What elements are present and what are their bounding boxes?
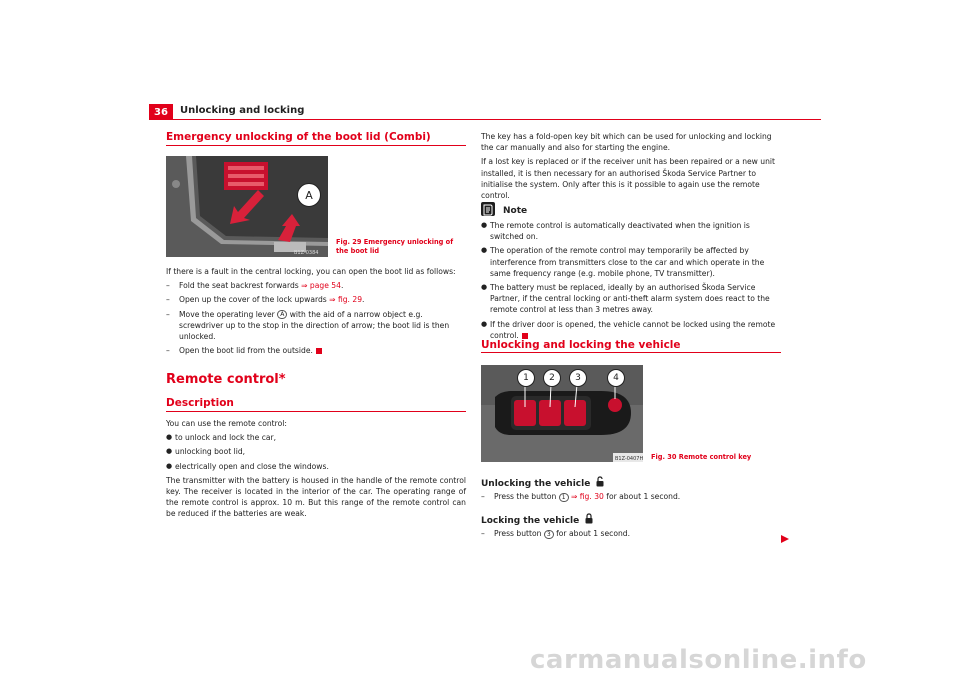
- bullet: ●: [481, 246, 488, 255]
- note-item: [481, 245, 781, 279]
- step-3: [166, 309, 466, 343]
- bullet: ●: [166, 433, 173, 442]
- callout-badge-a: A: [277, 310, 287, 319]
- figure-30-callout-3: 3: [569, 369, 587, 387]
- note-item-text: The battery must be replaced, ideally by an authorised Škoda Service Partner, if the central locking or anti-theft alarm system does react to the remote control at less than 3 metres away.: [490, 283, 770, 315]
- step-text-end: .: [362, 295, 365, 305]
- description-text: [166, 418, 466, 523]
- end-of-section-mark: [522, 333, 528, 339]
- figure-29-code: B1Z-0384: [294, 250, 319, 256]
- dash-marker: –: [166, 346, 170, 356]
- continue-arrow-icon: [780, 529, 790, 548]
- note-item: [481, 282, 781, 316]
- figure-link[interactable]: ⇒ fig. 29: [329, 295, 363, 305]
- description-paragraph: The transmitter with the battery is housed in the handle of the remote control key. The receiver is located in the interior of the car. The operating range of the remote control is approx. 10 m. But this range of the remote control can be reduced if the batteries are weak.: [166, 475, 466, 519]
- figure-29-caption: Fig. 29 Emergency unlocking of the boot lid: [336, 238, 454, 255]
- end-of-section-mark: [316, 348, 322, 354]
- unlocking-vehicle-title: Unlocking the vehicle: [481, 479, 591, 489]
- list-item: [166, 446, 466, 457]
- step-text: Open the boot lid from the outside.: [179, 346, 313, 356]
- page-number: 36: [149, 104, 173, 120]
- list-item: [166, 461, 466, 472]
- step-text-end: .: [340, 281, 344, 291]
- emergency-unlock-text: [166, 266, 466, 356]
- list-item: [166, 432, 466, 443]
- dash-marker: –: [166, 309, 170, 319]
- section-rule: [166, 411, 466, 412]
- step-text-end: for about 1 second.: [553, 529, 631, 538]
- figure-30-callout-4: 4: [607, 369, 625, 387]
- step-text: Fold the seat backrest forwards: [179, 281, 302, 291]
- description-intro: You can use the remote control:: [166, 419, 287, 428]
- dash-marker: –: [166, 295, 170, 305]
- note-item-text: If the driver door is opened, the vehicle cannot be locked using the remote control.: [490, 319, 776, 340]
- lock-step: [481, 528, 781, 539]
- step-1: [166, 280, 466, 291]
- page-link[interactable]: ⇒ page 54: [301, 281, 341, 291]
- unlocked-padlock-icon: [595, 476, 605, 487]
- note-list: [481, 220, 781, 341]
- step-text: Press button: [494, 529, 544, 538]
- step-4: [166, 345, 466, 356]
- bullet: ●: [481, 221, 488, 229]
- step-2: [166, 294, 466, 305]
- note-item: [481, 319, 781, 341]
- step-text: Move the operating lever: [179, 309, 278, 319]
- dash-marker: –: [481, 492, 485, 501]
- dash-marker: –: [166, 281, 170, 291]
- note-item-text: The operation of the remote control may temporarily be affected by interference from transmitters close to the car and which operate in the same frequency range (e.g. mobile phone, TV transmitter).: [490, 246, 765, 278]
- step-text-end: with the aid of a narrow object e.g. screwdriver up to the stop in the direction of arrow; the boot lid is then unlocked.: [179, 309, 450, 342]
- section-title-emergency-unlocking: Emergency unlocking of the boot lid (Combi): [166, 131, 431, 143]
- remote-control-title: Remote control*: [166, 372, 286, 387]
- bullet: ●: [481, 283, 488, 292]
- button-3-badge: 3: [544, 530, 554, 539]
- figure-30-image: [481, 365, 643, 462]
- key-paragraph-1: The key has a fold-open key bit which can be used for unlocking and locking the car manually and also for starting the engine.: [481, 132, 772, 153]
- unlock-step: [481, 491, 781, 502]
- step-text-end: for about 1 second.: [603, 492, 681, 501]
- figure-29-image: [166, 156, 328, 257]
- key-paragraph-2: If a lost key is replaced or if the receiver unit has been repaired or a new unit installed, it is then necessary for an authorised Škoda Service Partner to initialise the system. Only after this is it possible to again use the remote control.: [481, 157, 776, 201]
- figure-link[interactable]: ⇒ fig. 30: [568, 492, 604, 501]
- bullet: ●: [166, 461, 173, 470]
- button-1-badge: 1: [559, 493, 569, 502]
- chapter-title: Unlocking and locking: [180, 105, 305, 116]
- locked-padlock-icon: [584, 513, 594, 524]
- bullet: ●: [166, 447, 173, 456]
- figure-30-callout-1: 1: [517, 369, 535, 387]
- step-text: Open up the cover of the lock upwards: [179, 295, 330, 305]
- bullet: ●: [481, 319, 488, 328]
- figure-30-callout-2: 2: [543, 369, 561, 387]
- figure-29-callout-a: A: [297, 183, 321, 207]
- note-title: Note: [503, 206, 528, 216]
- section-rule: [481, 352, 781, 353]
- header-rule: [149, 119, 821, 120]
- list-item-text: electrically open and close the windows.: [175, 461, 329, 471]
- note-item-text: The remote control is automatically deactivated when the ignition is switched on.: [490, 221, 750, 242]
- key-info-text: [481, 131, 781, 204]
- locking-vehicle-heading: [481, 513, 594, 526]
- figure-30-caption: Fig. 30 Remote control key: [651, 453, 752, 461]
- note-icon: [481, 202, 495, 216]
- step-text: Press the button: [494, 492, 559, 501]
- watermark: carmanualsonline.info: [530, 645, 867, 675]
- note-item: [481, 220, 781, 242]
- section-rule: [166, 145, 466, 146]
- dash-marker: –: [481, 529, 485, 538]
- section-title-unlock-lock: Unlocking and locking the vehicle: [481, 339, 681, 351]
- unlocking-vehicle-heading: [481, 476, 605, 489]
- emergency-intro: If there is a fault in the central locking, you can open the boot lid as follows:: [166, 267, 456, 276]
- description-title: Description: [166, 397, 234, 409]
- list-item-text: to unlock and lock the car,: [175, 433, 277, 443]
- locking-vehicle-title: Locking the vehicle: [481, 516, 580, 526]
- list-item-text: unlocking boot lid,: [175, 447, 246, 457]
- figure-30-code: B1Z-0407H: [615, 456, 643, 462]
